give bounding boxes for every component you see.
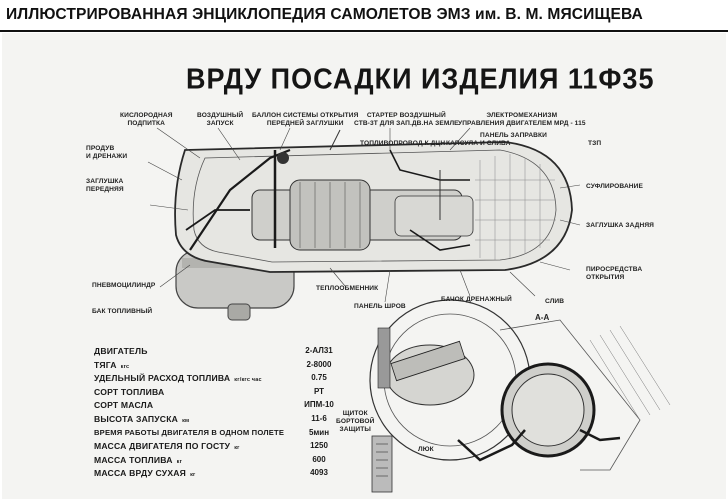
spec-name: МАССА ВРДУ СУХАЯ <box>94 468 187 479</box>
label-cylinder: БАЛЛОН СИСТЕМЫ ОТКРЫТИЯ ПЕРЕДНЕЙ ЗАГЛУШКИ <box>252 112 359 127</box>
section-aa-drawing <box>458 320 670 470</box>
label-pyro: ПИРОСРЕДСТВА ОТКРЫТИЯ <box>586 266 643 281</box>
spec-unit: км <box>182 417 190 424</box>
label-capsule: КАПСУЛА <box>446 140 479 147</box>
label-fill-panel: ПАНЕЛЬ ЗАПРАВКИ И СЛИВА <box>480 132 548 147</box>
spec-row <box>94 360 334 374</box>
spec-row <box>94 414 334 428</box>
spec-row <box>94 455 334 469</box>
spec-row <box>94 400 334 414</box>
label-purge: ПРОДУВ И ДРЕНАЖИ <box>86 145 128 160</box>
spec-value: 5мин <box>308 427 330 437</box>
spec-row <box>94 373 334 387</box>
label-front-plug: ЗАГЛУШКА ПЕРЕДНЯЯ <box>86 178 124 193</box>
section-circle-drawing <box>370 300 530 460</box>
label-section: А-А <box>535 313 550 322</box>
spec-name: УДЕЛЬНЫЙ РАСХОД ТОПЛИВА <box>94 373 231 384</box>
label-tzp: ТЗП <box>588 140 602 147</box>
spec-value: 1250 <box>310 441 328 451</box>
nacelle-drawing <box>175 130 572 272</box>
spec-name: ТЯГА <box>94 359 117 370</box>
spec-unit: кг <box>234 445 240 452</box>
spec-value: 0.75 <box>311 373 327 383</box>
label-fuel-line: ТОПЛИВОПРОВОД К ДЦН <box>360 140 446 147</box>
spec-unit: кг <box>176 458 183 465</box>
label-wrd-panel: ПАНЕЛЬ ШРОВ <box>354 303 406 310</box>
spec-row <box>94 346 334 360</box>
label-fuel-tank: БАК ТОПЛИВНЫЙ <box>92 308 153 315</box>
spec-name: ДВИГАТЕЛЬ <box>94 346 148 356</box>
spec-unit: кгс <box>120 363 130 370</box>
label-pneumo: ПНЕВМОЦИЛИНДР <box>92 282 156 289</box>
spec-name: СОРТ ТОПЛИВА <box>94 386 165 397</box>
poster-title: ВРДУ ПОСАДКИ ИЗДЕЛИЯ 11Ф35 <box>186 63 655 95</box>
spec-row <box>94 387 334 401</box>
label-hatch: ЛЮК <box>418 446 434 453</box>
spec-value: РТ <box>313 386 325 396</box>
specs-table <box>94 346 334 482</box>
spec-row <box>94 441 334 455</box>
label-heat-exchanger: ТЕПЛООБМЕННИК <box>316 285 379 292</box>
label-rear-plug: ЗАГЛУШКА ЗАДНЯЯ <box>586 222 655 229</box>
spec-name: МАССА ТОПЛИВА <box>94 454 173 465</box>
spec-unit: кг/кгс час <box>234 377 262 384</box>
label-drain-tank: БАЧОК ДРЕНАЖНЫЙ <box>441 296 512 303</box>
spec-unit: кг <box>190 472 196 479</box>
spec-name: МАССА ДВИГАТЕЛЯ ПО ГОСТУ <box>94 441 231 452</box>
label-actuator: ЭЛЕКТРОМЕХАНИЗМ УПРАВЛЕНИЯ ДВИГАТЕЛЕМ МРД - 115 <box>458 112 586 127</box>
spec-value: 2-8000 <box>306 359 332 369</box>
onboard-shield-drawing <box>372 436 392 492</box>
spec-row <box>94 428 334 442</box>
label-oxygen: КИСЛОРОДНАЯ ПОДПИТКА <box>120 112 173 127</box>
spec-value: 600 <box>312 454 326 464</box>
spec-value: 11-6 <box>311 413 327 423</box>
spec-row <box>94 468 334 482</box>
label-blowing: СУФЛИРОВАНИЕ <box>586 183 644 190</box>
label-air-start: ВОЗДУШНЫЙ ЗАПУСК <box>197 112 244 127</box>
spec-value: 4093 <box>310 468 328 478</box>
spec-value: ИПМ-10 <box>304 400 334 410</box>
page-header: ИЛЛЮСТРИРОВАННАЯ ЭНЦИКЛОПЕДИЯ САМОЛЕТОВ ЭМЗ им. В. М. МЯСИЩЕВА <box>6 6 643 23</box>
spec-name: ВРЕМЯ РАБОТЫ ДВИГАТЕЛЯ В ОДНОМ ПОЛЕТЕ <box>94 427 285 437</box>
spec-name: СОРТ МАСЛА <box>94 400 154 411</box>
spec-name: ВЫСОТА ЗАПУСКА <box>94 413 179 424</box>
label-starter: СТАРТЕР ВОЗДУШНЫЙ СТВ-3Т ДЛЯ ЗАП.ДВ.НА ЗЕМЛЕ <box>354 112 459 127</box>
label-drain: СЛИВ <box>545 298 565 305</box>
spec-value: 2-АЛ31 <box>305 346 333 355</box>
label-onboard-shield: ЩИТОК БОРТОВОЙ ЗАЩИТЫ <box>336 410 375 433</box>
